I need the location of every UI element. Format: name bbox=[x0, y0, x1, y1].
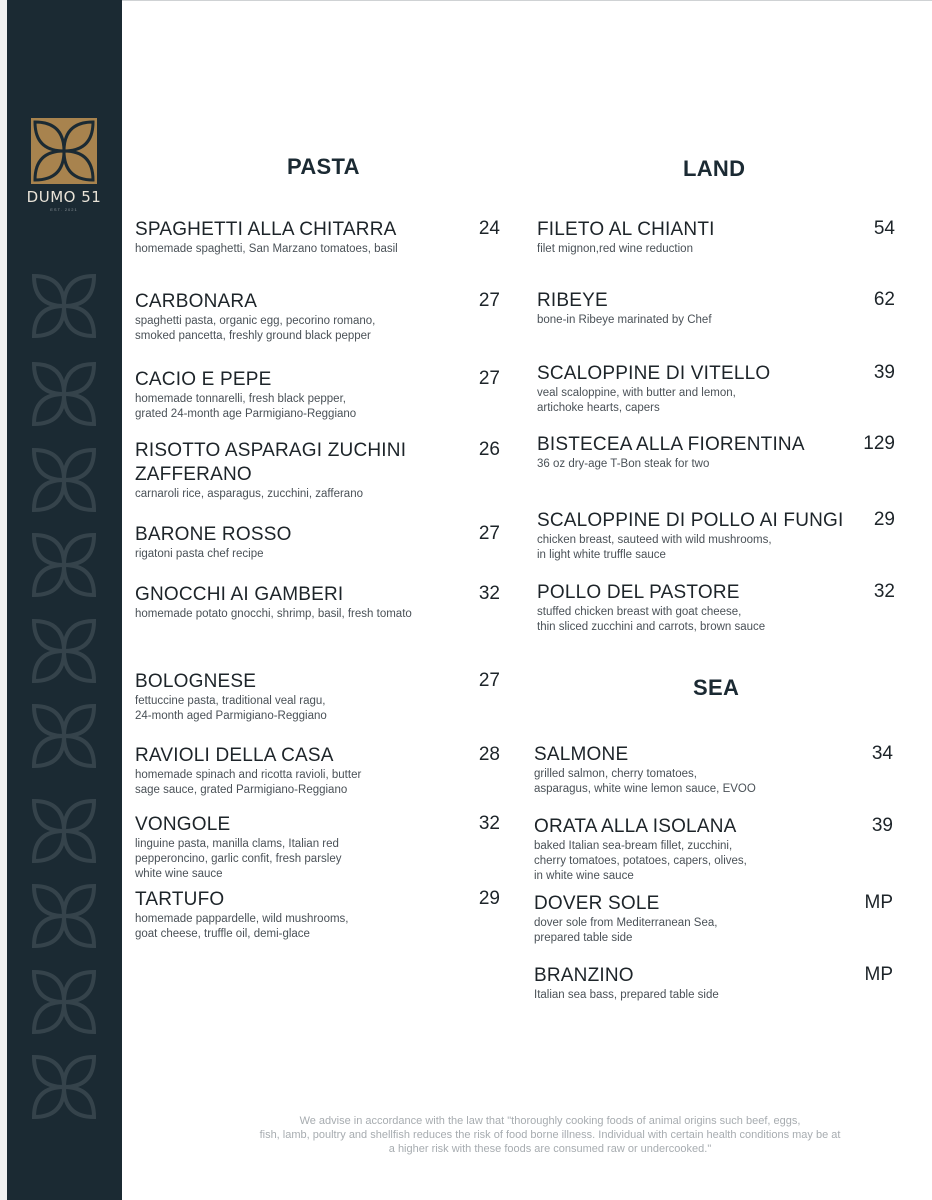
menu-item-description: 24-month aged Parmigiano-Reggiano bbox=[135, 710, 327, 722]
menu-item-description: grated 24-month age Parmigiano-Reggiano bbox=[135, 408, 357, 420]
petal-motif-icon bbox=[30, 617, 98, 685]
menu-item-description: grilled salmon, cherry tomatoes, bbox=[534, 768, 697, 780]
menu-item-description: baked Italian sea-bream fillet, zucchini, bbox=[534, 840, 733, 852]
menu-item-description: fettuccine pasta, traditional veal ragu, bbox=[135, 695, 326, 707]
menu-item-price: 26 bbox=[478, 439, 500, 460]
menu-item-name: POLLO DEL PASTORE bbox=[537, 582, 740, 603]
menu-item-description: homemade spaghetti, San Marzano tomatoes, basil bbox=[135, 243, 398, 255]
sidebar-edge bbox=[0, 0, 7, 1200]
menu-item-price: 29 bbox=[478, 888, 500, 909]
petal-motif-icon bbox=[30, 1053, 98, 1121]
menu-item bbox=[135, 744, 460, 798]
food-safety-disclaimer bbox=[190, 1114, 910, 1156]
menu-item bbox=[135, 439, 460, 502]
menu-item-description: smoked pancetta, freshly ground black pepper bbox=[135, 330, 371, 342]
menu-item bbox=[135, 218, 460, 257]
menu-item bbox=[534, 964, 853, 1003]
menu-item-description: in white wine sauce bbox=[534, 870, 634, 882]
menu-item-description: homemade tonnarelli, fresh black pepper, bbox=[135, 393, 346, 405]
petal-motif-icon bbox=[30, 360, 98, 428]
menu-item-name: BARONE ROSSO bbox=[135, 524, 292, 545]
menu-item-name: FILETO AL CHIANTI bbox=[537, 219, 715, 240]
menu-item-price: 32 bbox=[478, 813, 500, 834]
disclaimer-line: a higher risk with these foods are consumed raw or undercooked." bbox=[388, 1143, 712, 1155]
menu-item bbox=[135, 523, 460, 562]
menu-item-description: prepared table side bbox=[534, 932, 633, 944]
menu-item bbox=[135, 813, 460, 882]
menu-item-description: artichoke hearts, capers bbox=[537, 402, 660, 414]
menu-item-name: CARBONARA bbox=[135, 291, 258, 312]
menu-item-price: 54 bbox=[873, 218, 895, 239]
menu-item-name: SCALOPPINE DI POLLO AI FUNGI bbox=[537, 510, 844, 531]
menu-item-price: 32 bbox=[478, 583, 500, 604]
menu-item bbox=[135, 670, 460, 724]
menu-item-description: pepperoncino, garlic confit, fresh parsley bbox=[135, 853, 342, 865]
menu-item-description: thin sliced zucchini and carrots, brown sauce bbox=[537, 621, 766, 633]
menu-item bbox=[135, 368, 460, 422]
petal-motif-icon bbox=[30, 531, 98, 599]
menu-item-description: Italian sea bass, prepared table side bbox=[534, 989, 719, 1001]
menu-item-description: homemade potato gnocchi, shrimp, basil, fresh tomato bbox=[135, 608, 412, 620]
menu-item bbox=[135, 888, 460, 942]
disclaimer-line: We advise in accordance with the law that "thoroughly cooking foods of animal origins such beef, eggs, bbox=[299, 1115, 801, 1127]
petal-motif-icon bbox=[30, 702, 98, 770]
menu-item-name: RISOTTO ASPARAGI ZUCHINI bbox=[135, 440, 407, 461]
menu-item-name: BRANZINO bbox=[534, 965, 634, 986]
menu-item-name: DOVER SOLE bbox=[534, 893, 660, 914]
menu-item-description: rigatoni pasta chef recipe bbox=[135, 548, 264, 560]
menu-item-name: VONGOLE bbox=[135, 814, 231, 835]
menu-item bbox=[537, 581, 855, 635]
menu-item-description: carnaroli rice, asparagus, zucchini, zafferano bbox=[135, 488, 363, 500]
menu-item bbox=[537, 509, 855, 563]
menu-item-name: SALMONE bbox=[534, 744, 629, 765]
disclaimer-line: fish, lamb, poultry and shellfish reduces the risk of food borne illness. Individual with certain health conditions may be at bbox=[259, 1129, 841, 1141]
petal-motif-icon bbox=[30, 968, 98, 1036]
menu-item-price: 27 bbox=[478, 290, 500, 311]
menu-item-description: white wine sauce bbox=[135, 868, 223, 880]
section-title-pasta: PASTA bbox=[287, 154, 360, 179]
menu-item-price: 32 bbox=[873, 581, 895, 602]
menu-item bbox=[537, 433, 855, 472]
menu-item-price: MP bbox=[864, 892, 893, 913]
menu-item-description: spaghetti pasta, organic egg, pecorino romano, bbox=[135, 315, 376, 327]
menu-item-name: ZAFFERANO bbox=[135, 464, 252, 485]
menu-item-price: 62 bbox=[873, 289, 895, 310]
menu-item-price: 39 bbox=[873, 362, 895, 383]
menu-item-price: 39 bbox=[871, 815, 893, 836]
menu-item-price: MP bbox=[864, 964, 893, 985]
menu-item-name: SPAGHETTI ALLA CHITARRA bbox=[135, 219, 397, 240]
menu-item bbox=[135, 583, 460, 622]
petal-motif-icon bbox=[30, 446, 98, 514]
logo-icon bbox=[30, 117, 98, 185]
menu-item-price: 34 bbox=[871, 743, 893, 764]
menu-item-description: cherry tomatoes, potatoes, capers, olives, bbox=[534, 855, 747, 867]
petal-motif-icon bbox=[30, 272, 98, 340]
menu-item bbox=[135, 290, 460, 344]
menu-item-name: SCALOPPINE DI VITELLO bbox=[537, 363, 771, 384]
menu-item-description: in light white truffle sauce bbox=[537, 549, 666, 561]
menu-item-description: filet mignon,red wine reduction bbox=[537, 243, 693, 255]
menu-item-price: 129 bbox=[863, 433, 895, 454]
menu-item-description: veal scaloppine, with butter and lemon, bbox=[537, 387, 736, 399]
menu-item bbox=[537, 362, 855, 416]
menu-item-description: stuffed chicken breast with goat cheese, bbox=[537, 606, 742, 618]
section-title-land: LAND bbox=[683, 156, 746, 181]
menu-item-name: BOLOGNESE bbox=[135, 671, 257, 692]
brand-tagline: EST. 2021 bbox=[50, 207, 78, 212]
menu-item-description: homemade pappardelle, wild mushrooms, bbox=[135, 913, 349, 925]
menu-item bbox=[537, 218, 855, 257]
brand-name: DUMO 51 bbox=[26, 188, 102, 206]
petal-motif-icon bbox=[30, 882, 98, 950]
menu-item-name: TARTUFO bbox=[135, 889, 225, 910]
menu-item-price: 27 bbox=[478, 368, 500, 389]
top-border bbox=[0, 0, 932, 1]
sidebar bbox=[0, 0, 122, 1200]
menu-item bbox=[534, 815, 853, 884]
menu-item-price: 29 bbox=[873, 509, 895, 530]
menu-item-name: GNOCCHI AI GAMBERI bbox=[135, 584, 344, 605]
menu-item-name: CACIO E PEPE bbox=[135, 369, 272, 390]
menu-item-price: 24 bbox=[478, 218, 500, 239]
menu-item-name: RAVIOLI DELLA CASA bbox=[135, 745, 334, 766]
menu-item-price: 28 bbox=[478, 744, 500, 765]
menu-item bbox=[534, 892, 853, 946]
menu-item-description: bone-in Ribeye marinated by Chef bbox=[537, 314, 712, 326]
menu-item-name: ORATA ALLA ISOLANA bbox=[534, 816, 737, 837]
menu-item-description: asparagus, white wine lemon sauce, EVOO bbox=[534, 783, 756, 795]
menu-item-description: dover sole from Mediterranean Sea, bbox=[534, 917, 718, 929]
menu-item bbox=[534, 743, 853, 797]
menu-item bbox=[537, 289, 855, 328]
petal-motif-icon bbox=[30, 797, 98, 865]
menu-item-description: chicken breast, sauteed with wild mushrooms, bbox=[537, 534, 772, 546]
menu-item-name: RIBEYE bbox=[537, 290, 608, 311]
menu-item-description: homemade spinach and ricotta ravioli, butter bbox=[135, 769, 362, 781]
menu-item-price: 27 bbox=[478, 670, 500, 691]
section-title-sea: SEA bbox=[693, 675, 740, 700]
menu-item-description: sage sauce, grated Parmigiano-Reggiano bbox=[135, 784, 348, 796]
menu-item-description: 36 oz dry-age T-Bon steak for two bbox=[537, 458, 710, 470]
menu-item-description: goat cheese, truffle oil, demi-glace bbox=[135, 928, 310, 940]
menu-item-name: BISTECEA ALLA FIORENTINA bbox=[537, 434, 805, 455]
menu-item-description: linguine pasta, manilla clams, Italian red bbox=[135, 838, 339, 850]
menu-item-price: 27 bbox=[478, 523, 500, 544]
